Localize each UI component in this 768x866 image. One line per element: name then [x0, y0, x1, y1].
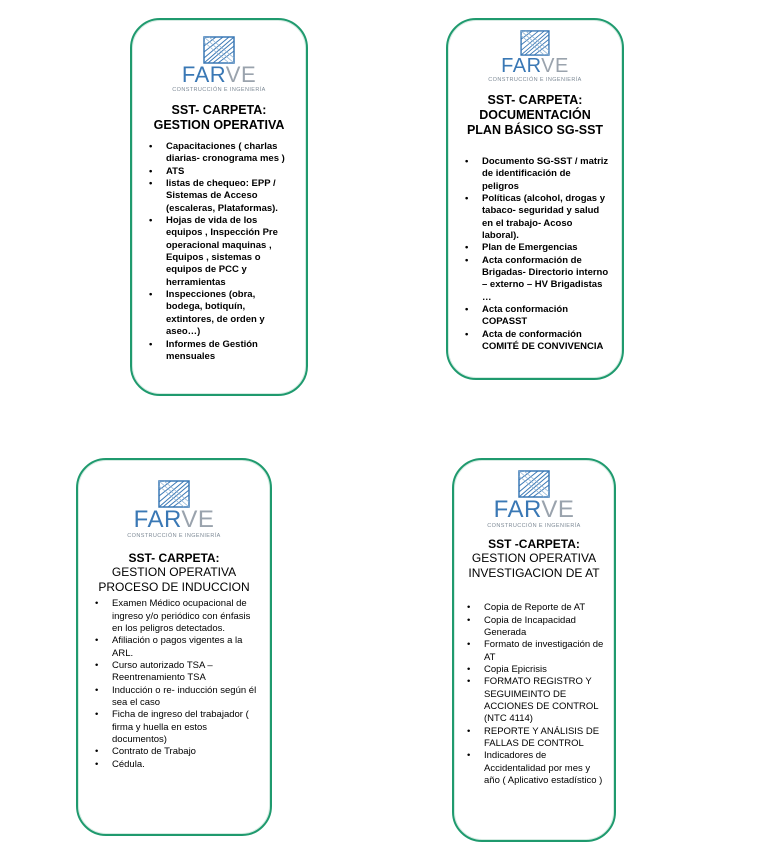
farve-logo: [454, 470, 614, 529]
list-item: • Curso autorizado TSA – Reentrenamiento TSA: [112, 660, 260, 685]
logo-subtitle: CONSTRUCCIÓN E INGENIERÍA: [127, 533, 221, 539]
logo-subtitle: CONSTRUCCIÓN E INGENIERÍA: [172, 87, 266, 93]
farve-logo: [448, 30, 622, 83]
title-line: GESTION OPERATIVA: [111, 565, 237, 580]
farve-emblem-icon: [518, 470, 550, 498]
farve-logo: [132, 36, 306, 93]
list-item: • REPORTE Y ANÁLISIS DE FALLAS DE CONTROL: [484, 726, 606, 751]
list-item: • Inspecciones (obra, bodega, botiquín, extintores, de orden y aseo…): [166, 289, 294, 338]
list-item: • Copia de Incapacidad Generada: [484, 615, 606, 640]
title-line: DOCUMENTACIÓN: [479, 108, 591, 122]
logo-far: FAR: [493, 496, 542, 523]
logo-ve: VE: [541, 496, 575, 523]
list-item: • Hojas de vida de los equipos , Inspección Pre operacional maquinas , Equipos , sistemas o equipos de PCC y herramientas: [166, 215, 294, 289]
item-list: [112, 598, 260, 771]
card-title: [78, 551, 270, 594]
title-line: SST- CARPETA:: [171, 103, 267, 117]
logo-far: FAR: [501, 55, 542, 77]
title-line: SST- CARPETA:: [128, 551, 220, 565]
list-item: • Afiliación o pagos vigentes a la ARL.: [112, 635, 260, 660]
title-line: SST -CARPETA:: [488, 537, 580, 551]
title-line: GESTION OPERATIVA: [471, 551, 597, 566]
list-item: • Copia Epicrisis: [484, 664, 606, 676]
title-line: INVESTIGACION DE AT: [468, 565, 600, 580]
item-list: [484, 602, 606, 787]
item-list: [482, 156, 610, 354]
logo-subtitle: CONSTRUCCIÓN E INGENIERÍA: [488, 77, 582, 83]
farve-emblem-icon: [158, 480, 190, 508]
card-investigacion-at: [452, 458, 616, 842]
list-item: • FORMATO REGISTRO Y SEGUIMEINTO DE ACCIONES DE CONTROL (NTC 4114): [484, 676, 606, 725]
card-title: [454, 537, 614, 580]
list-item: • Contrato de Trabajo: [112, 746, 260, 758]
title-line: SST- CARPETA:: [487, 93, 583, 107]
farve-emblem-icon: [520, 30, 550, 56]
logo-far: FAR: [133, 506, 182, 533]
list-item: • Documento SG-SST / matriz de identificación de peligros: [482, 156, 610, 193]
logo-ve: VE: [541, 55, 569, 77]
item-list: [166, 141, 294, 363]
list-item: • Informes de Gestión mensuales: [166, 339, 294, 364]
list-item: • Cédula.: [112, 759, 260, 771]
logo-ve: VE: [225, 62, 257, 87]
card-proceso-induccion: [76, 458, 272, 836]
list-item: • Políticas (alcohol, drogas y tabaco- seguridad y salud en el trabajo- Acoso laboral).: [482, 193, 610, 242]
list-item: • Capacitaciones ( charlas diarias- cronograma mes ): [166, 141, 294, 166]
card-title: [448, 93, 622, 138]
list-item: • ATS: [166, 166, 294, 178]
logo-ve: VE: [181, 506, 215, 533]
list-item: • Acta conformación de Brigadas- Directorio interno – externo – HV Brigadistas …: [482, 255, 610, 304]
logo-far: FAR: [181, 62, 226, 87]
list-item: • Acta de conformación COMITÉ DE CONVIVENCIA: [482, 329, 610, 354]
title-line: GESTION OPERATIVA: [153, 118, 285, 132]
list-item: • Plan de Emergencias: [482, 242, 610, 254]
list-item: • listas de chequeo: EPP / Sistemas de Acceso (escaleras, Plataformas).: [166, 178, 294, 215]
farve-emblem-icon: [203, 36, 235, 64]
list-item: • Inducción o re- inducción según él sea el caso: [112, 685, 260, 710]
farve-logo: [78, 480, 270, 539]
card-documentacion: [446, 18, 624, 380]
logo-subtitle: CONSTRUCCIÓN E INGENIERÍA: [487, 523, 581, 529]
list-item: • Formato de investigación de AT: [484, 639, 606, 664]
card-gestion-operativa: [130, 18, 308, 396]
list-item: • Copia de Reporte de AT: [484, 602, 606, 614]
list-item: • Acta conformación COPASST: [482, 304, 610, 329]
card-title: [132, 103, 306, 133]
list-item: • Examen Médico ocupacional de ingreso y/o periódico con énfasis en los peligros detectados.: [112, 598, 260, 635]
list-item: • Indicadores de Accidentalidad por mes y año ( Aplicativo estadístico ): [484, 750, 606, 787]
title-line: PLAN BÁSICO SG-SST: [466, 123, 604, 137]
list-item: • Ficha de ingreso del trabajador ( firma y huella en estos documentos): [112, 709, 260, 746]
title-line: PROCESO DE INDUCCION: [98, 579, 250, 594]
